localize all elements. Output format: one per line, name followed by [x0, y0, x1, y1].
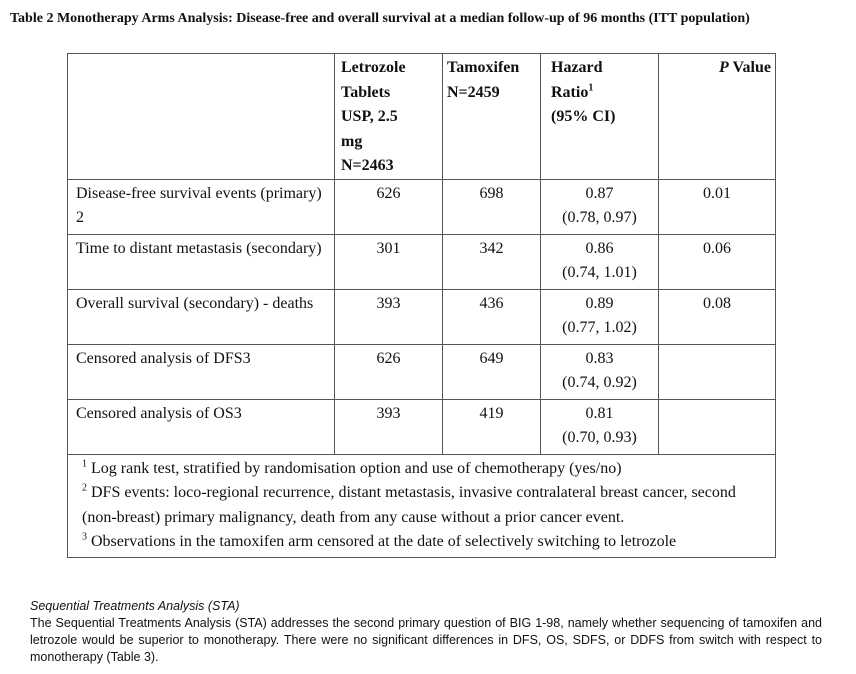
- tamoxifen-value: 649: [443, 344, 541, 399]
- p-value: 0.08: [659, 289, 776, 344]
- hazard-ratio-value: 0.81 (0.70, 0.93): [541, 399, 659, 454]
- footnote-mark: 1: [588, 82, 594, 94]
- header-letrozole: Letrozole Tablets USP, 2.5 mg N=2463: [335, 54, 443, 180]
- letrozole-value: 626: [335, 344, 443, 399]
- sta-heading: Sequential Treatments Analysis (STA): [30, 599, 240, 613]
- header-p-value: P Value: [659, 54, 776, 180]
- tamoxifen-value: 342: [443, 234, 541, 289]
- footnotes-row: [68, 454, 776, 557]
- hazard-ratio-value: 0.83 (0.74, 0.92): [541, 344, 659, 399]
- p-value: 0.06: [659, 234, 776, 289]
- p-value: [659, 399, 776, 454]
- monotherapy-table: [67, 53, 776, 558]
- table-row: [68, 179, 776, 234]
- row-label: Disease-free survival events (primary) 2: [68, 179, 335, 234]
- header-row: [68, 54, 776, 180]
- footnotes: [68, 454, 776, 557]
- footnote-3: $^3$ Observations in the tamoxifen arm censored at the date of selectively switching to letrozole: [82, 531, 677, 550]
- letrozole-value: 393: [335, 399, 443, 454]
- table-row: [68, 289, 776, 344]
- row-label: Time to distant metastasis (secondary): [68, 234, 335, 289]
- header-hazard-ratio: Hazard Ratio$^1$ (95% CI): [541, 54, 659, 180]
- table-row: [68, 234, 776, 289]
- letrozole-value: 393: [335, 289, 443, 344]
- hazard-ratio-value: 0.87 (0.78, 0.97): [541, 179, 659, 234]
- table-row: [68, 399, 776, 454]
- row-label: Overall survival (secondary) - deaths: [68, 289, 335, 344]
- letrozole-value: 301: [335, 234, 443, 289]
- row-label: Censored analysis of OS3: [68, 399, 335, 454]
- p-value: 0.01: [659, 179, 776, 234]
- sta-paragraph: The Sequential Treatments Analysis (STA) addresses the second primary question of BIG 1-98, namely whether sequencing of tamoxifen and letrozole would be superior to monotherapy. There were no significant differences in DFS, OS, SDFS, or DDFS from switch with respect to monotherapy (Table 3).: [30, 616, 822, 664]
- p-value: [659, 344, 776, 399]
- footnote-2: $^2$ DFS events: loco-regional recurrence, distant metastasis, invasive contralateral breast cancer, second (non-breast) primary malignancy, death from any cause without a prior cancer event.: [82, 482, 736, 526]
- letrozole-value: 626: [335, 179, 443, 234]
- table-title: Table 2 Monotherapy Arms Analysis: Disease-free and overall survival at a median follow-up of 96 months (ITT population): [10, 11, 750, 26]
- footnote-1: $^1$ Log rank test, stratified by randomisation option and use of chemotherapy (yes/no): [82, 458, 622, 477]
- header-tamoxifen: Tamoxifen N=2459: [443, 54, 541, 180]
- tamoxifen-value: 698: [443, 179, 541, 234]
- tamoxifen-value: 419: [443, 399, 541, 454]
- header-blank: [68, 54, 335, 180]
- row-label: Censored analysis of DFS3: [68, 344, 335, 399]
- tamoxifen-value: 436: [443, 289, 541, 344]
- table-row: [68, 344, 776, 399]
- hazard-ratio-value: 0.89 (0.77, 1.02): [541, 289, 659, 344]
- hazard-ratio-value: 0.86 (0.74, 1.01): [541, 234, 659, 289]
